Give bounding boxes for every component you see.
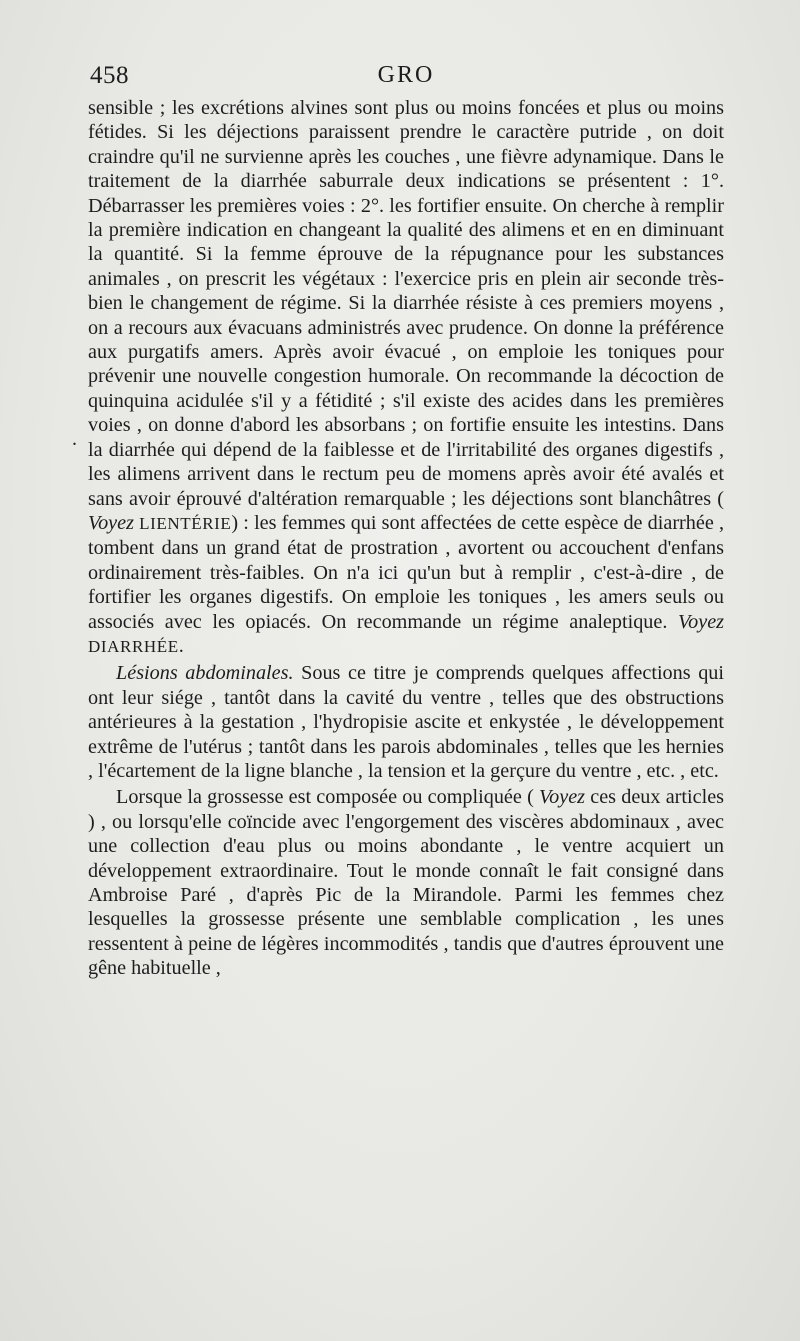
text-run: . xyxy=(178,634,184,657)
margin-mark: . xyxy=(72,428,77,450)
paragraph-lesions-abdominales xyxy=(88,661,724,783)
cross-reference-voyez: Voyez xyxy=(539,786,586,809)
running-head: GRO xyxy=(377,62,435,88)
text-run: Sous ce titre je comprends quelques affections qui ont leur siége , tantôt dans la cavité du ventre , telles que des obstructions antérieures à la gestation , l'hydropisie ascite et enkystée , le développement extrême de l'utérus ; tantôt dans les parois abdominales , telles que les hernies , l'écartement de la ligne blanche , la tension et la gerçure du ventre , etc. , etc. xyxy=(88,662,725,782)
text-run: ces deux articles ) , ou lorsqu'elle coïncide avec l'engorgement des viscères abdominaux , avec une collection d'eau plus ou moins abondante , le ventre acquiert un développement extraordinaire. Tout le monde connaît le fait consigné dans Ambroise Paré , d'après Pic de la Mirandole. Parmi les femmes chez lesquelles la grossesse présente une semblable complication , les unes ressentent à peine de légères incommodités , tandis que d'autres éprouvent une gêne habituelle , xyxy=(88,786,725,980)
paragraph-diarrhee xyxy=(88,96,724,659)
cross-reference-voyez: Voyez xyxy=(88,511,134,534)
body-text xyxy=(88,96,724,981)
page-header xyxy=(88,62,724,94)
cross-reference-target: LIENTÉRIE xyxy=(139,513,232,533)
text-run: Lorsque la grossesse est composée ou compliquée ( xyxy=(116,786,534,809)
cross-reference-voyez: Voyez xyxy=(678,610,725,633)
text-run: ) : les femmes qui sont affectées de cette espèce de diarrhée , tombent dans un grand état de prostration , avortent ou accouchent d'enfans ordinairement très-faibles. On n'a ici qu'un but à remplir , c'est-à-dire , de fortifier les organes digestifs. On emploie les toniques , les amers seuls ou associés avec les opiacés. On recommande un régime analeptique. xyxy=(88,511,725,633)
page-number: 458 xyxy=(90,62,129,89)
cross-reference-target: DIARRHÉE xyxy=(88,636,179,656)
section-heading: Lésions abdominales. xyxy=(116,662,294,685)
paragraph-grossesse-composee xyxy=(88,785,724,980)
text-run: sensible ; les excrétions alvines sont plus ou moins foncées et plus ou moins fétides. Si les déjections paraissent prendre le caractère putride , on doit craindre qu'il ne survienne après les couches , une fièvre adynamique. Dans le traitement de la diarrhée saburrale deux indications se présentent : 1°. Débarrasser les premières voies : 2°. les fortifier ensuite. On cherche à remplir la première indication en changeant la qualité des alimens et en en diminuant la quantité. Si la femme éprouve de la répugnance pour les substances animales , on prescrit les végétaux : l'exercice pris en plein air seconde très-bien le changement de régime. Si la diarrhée résiste à ces premiers moyens , on a recours aux évacuans administrés avec prudence. On donne la préférence aux purgatifs amers. Après avoir évacué , on emploie les toniques pour prévenir une nouvelle congestion humorale. On recommande la décoction de quinquina acidulée s'il y a fétidité ; s'il existe des acides dans les premières voies , on donne d'abord les absorbans ; on fortifie ensuite les intestins. Dans la diarrhée qui dépend de la faiblesse et de l'irritabilité des organes digestifs , les alimens arrivent dans le rectum peu de momens après avoir été avalés et sans avoir éprouvé d'altération remarquable ; les déjections sont blanchâtres ( xyxy=(88,97,724,510)
